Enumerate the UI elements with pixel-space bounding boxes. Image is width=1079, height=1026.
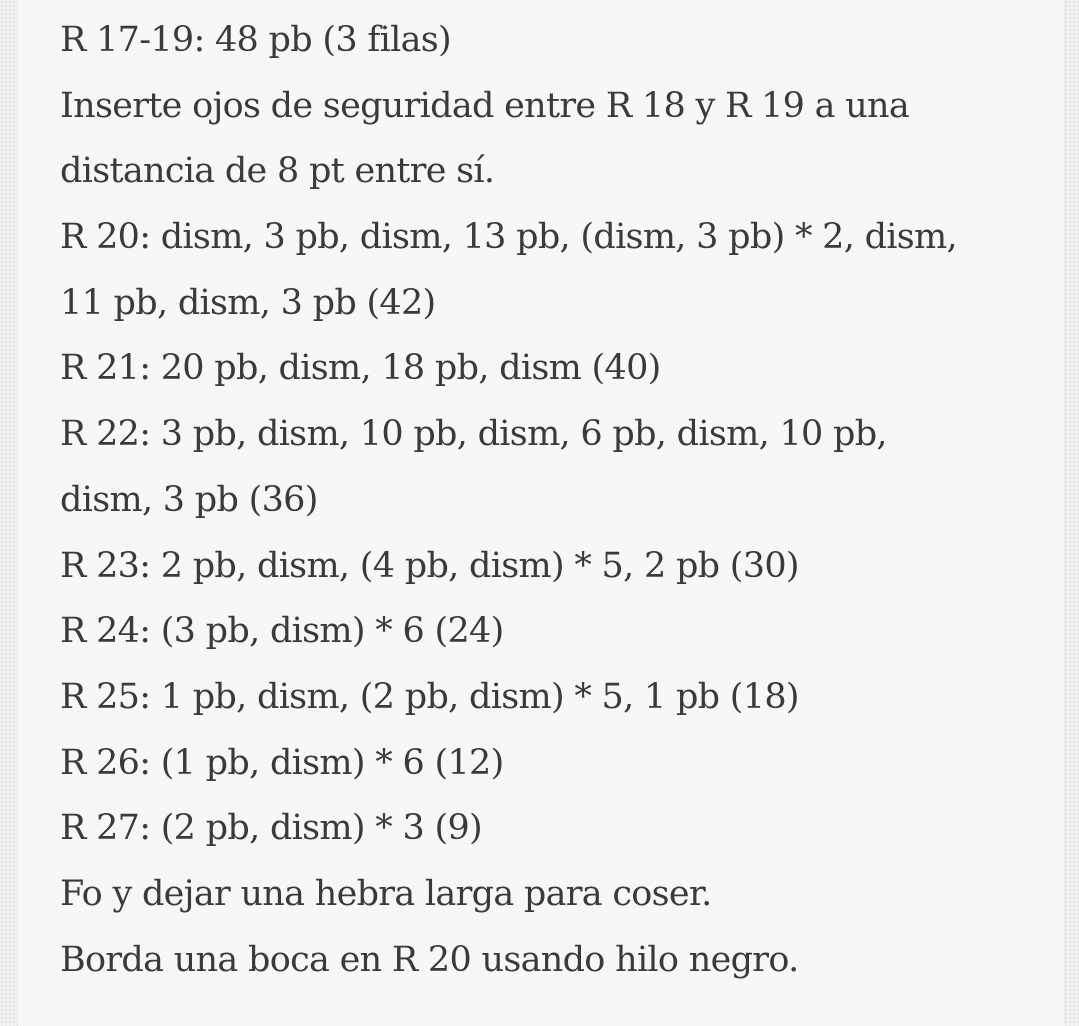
text-line-r20-cont: 11 pb, dism, 3 pb (42) — [60, 282, 436, 323]
text-line-embroider-mouth: Borda una boca en R 20 usando hilo negro. — [60, 939, 799, 980]
text-line-r25: R 25: 1 pb, dism, (2 pb, dism) * 5, 1 pb (18) — [60, 676, 799, 717]
text-line-fasten-off: Fo y dejar una hebra larga para coser. — [60, 873, 712, 914]
text-line-r21: R 21: 20 pb, dism, 18 pb, dism (40) — [60, 348, 661, 389]
text-line-r17-19: R 17-19: 48 pb (3 filas) — [60, 20, 451, 60]
text-line-r23: R 23: 2 pb, dism, (4 pb, dism) * 5, 2 pb (30) — [60, 545, 799, 586]
text-line-r22-cont: dism, 3 pb (36) — [60, 479, 318, 520]
text-line-r26: R 26: (1 pb, dism) * 6 (12) — [60, 742, 504, 783]
text-line-safety-eyes-cont: distancia de 8 pt entre sí. — [60, 151, 495, 192]
text-line-r27: R 27: (2 pb, dism) * 3 (9) — [60, 808, 482, 849]
document-page — [18, 0, 1064, 1026]
text-line-r20: R 20: dism, 3 pb, dism, 13 pb, (dism, 3 pb) * 2, dism, — [60, 217, 957, 258]
text-line-r24: R 24: (3 pb, dism) * 6 (24) — [60, 611, 504, 652]
text-line-safety-eyes: Inserte ojos de seguridad entre R 18 y R 19 a una — [60, 85, 910, 126]
pattern-text — [60, 8, 1050, 993]
text-line-r22: R 22: 3 pb, dism, 10 pb, dism, 6 pb, dism, 10 pb, — [60, 414, 887, 455]
